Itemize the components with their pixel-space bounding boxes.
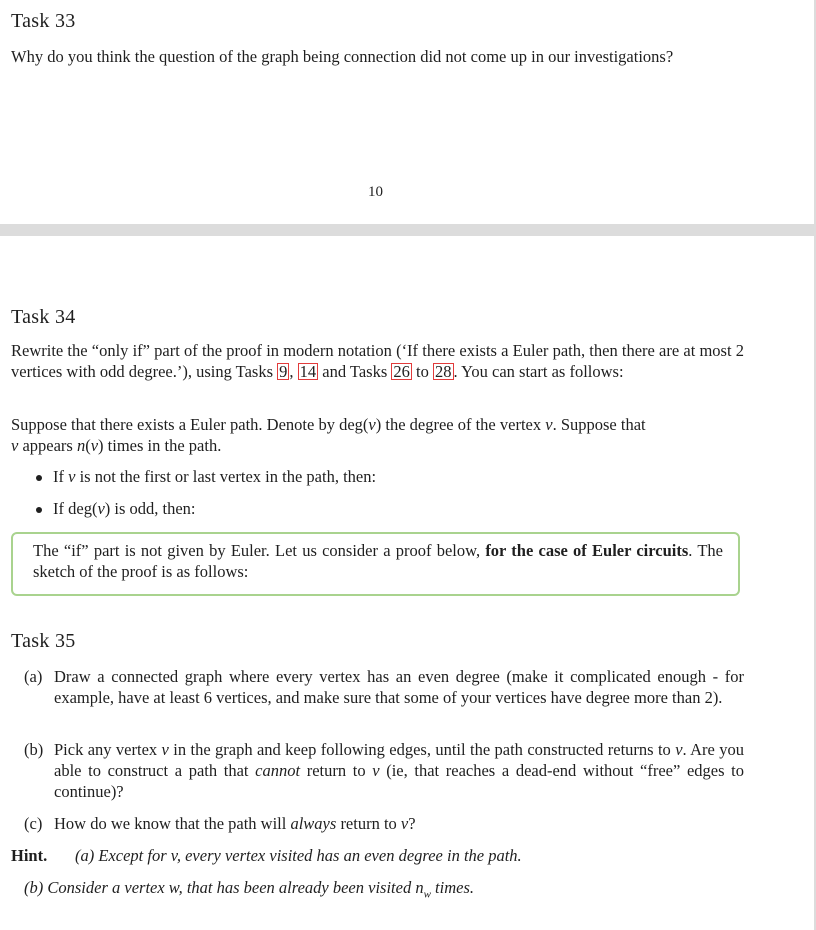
item-c-text: How do we know that the path will always return to v? bbox=[54, 814, 416, 833]
page-1 bbox=[0, 0, 814, 224]
item-label-b: (b) bbox=[24, 740, 44, 759]
bullet-dot bbox=[36, 475, 42, 481]
hint-a: (a) Except for v, every vertex visited has an even degree in the path. bbox=[75, 846, 522, 865]
bullet-item-2: If deg(v) is odd, then: bbox=[53, 499, 196, 518]
item-b-text: Pick any vertex v in the graph and keep following edges, until the path constructed returns to v. Are you able to construct a path that cannot return to v (ie, that reaches a dead-end without “free” edges to continue)? bbox=[54, 740, 744, 801]
task-34-paragraph: Rewrite the “only if” part of the proof in modern notation (‘If there exists a Euler path, then there are at most 2 vertices with odd degree.’), using Tasks 9 , 14 and Tasks 26 to 28 . You can start as follows: bbox=[11, 341, 744, 381]
page-2 bbox=[0, 236, 814, 930]
task-34-setup: Suppose that there exists a Euler path. Denote by deg(v) the degree of the vertex v. Suppose that v appears n(v) times in the path. bbox=[11, 415, 646, 455]
item-label-c: (c) bbox=[24, 814, 43, 833]
task-ref-26[interactable]: 26 bbox=[393, 362, 410, 381]
task-33-question: Why do you think the question of the graph being connection did not come up in our investigations? bbox=[11, 47, 674, 66]
hint-label: Hint. bbox=[11, 846, 48, 865]
task-33-title: Task 33 bbox=[11, 10, 76, 32]
page-number: 10 bbox=[368, 184, 383, 200]
task-34-title: Task 34 bbox=[11, 306, 76, 328]
task-35-title: Task 35 bbox=[11, 630, 76, 652]
note-box bbox=[11, 532, 740, 596]
task-ref-14[interactable]: 14 bbox=[299, 362, 317, 381]
note-text: The “if” part is not given by Euler. Let us consider a proof below, for the case of Euler circuits. The sketch of the proof is as follows: bbox=[33, 541, 723, 581]
bullet-item-1: If v is not the first or last vertex in the path, then: bbox=[53, 467, 377, 486]
hint-b: (b) Consider a vertex w, that has been already been visited $n_w$ times. bbox=[24, 878, 475, 901]
item-a-text: Draw a connected graph where every vertex has an even degree (make it complicated enough - for example, have at least 6 vertices, and make sure that some of your vertices have degree more than 2). bbox=[54, 667, 744, 707]
page-gap bbox=[0, 224, 816, 236]
bullet-dot bbox=[36, 507, 42, 513]
task-ref-9[interactable]: 9 bbox=[279, 362, 288, 381]
item-label-a: (a) bbox=[24, 667, 43, 686]
task-ref-28[interactable]: 28 bbox=[435, 362, 452, 381]
